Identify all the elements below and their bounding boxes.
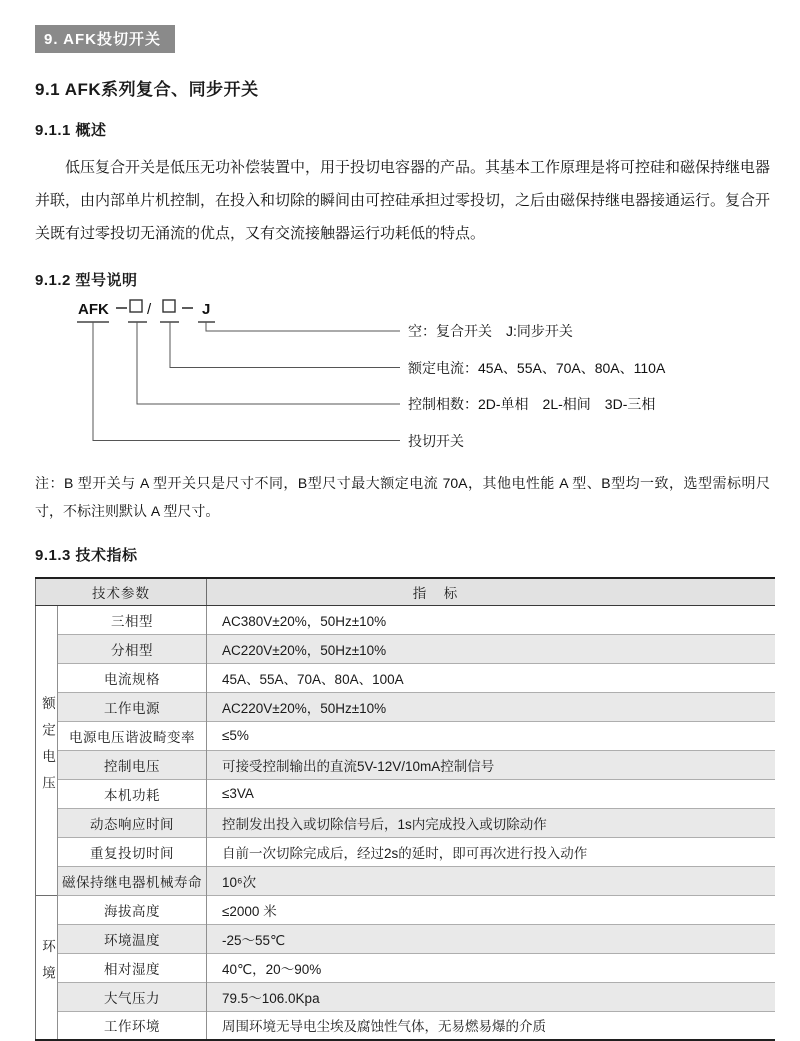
heading-series: 9.1 AFK系列复合、同步开关 xyxy=(35,80,259,99)
value-cell: AC220V±20%，50Hz±10% xyxy=(207,634,776,663)
model-diagram-lines xyxy=(35,296,770,461)
value-cell: 10⁶次 xyxy=(207,866,776,895)
table-row xyxy=(36,605,776,634)
param-cell: 大气压力 xyxy=(58,982,207,1011)
param-cell: 海拔高度 xyxy=(58,895,207,924)
table-row xyxy=(36,1011,776,1040)
heading-model: 9.1.2 型号说明 xyxy=(35,272,138,289)
table-row xyxy=(36,924,776,953)
legend-switch-type: 空：复合开关 J:同步开关 xyxy=(408,323,573,339)
model-note: 注：B 型开关与 A 型开关只是尺寸不同，B型尺寸最大额定电流 70A，其他电性能 A 型、B型均一致，选型需标明尺寸，不标注则默认 A 型尺寸。 xyxy=(35,475,770,519)
heading-overview: 9.1.1 概述 xyxy=(35,122,107,139)
spec-table xyxy=(35,577,775,1041)
header-param: 技术参数 xyxy=(36,578,207,605)
value-cell: AC380V±20%，50Hz±10% xyxy=(222,613,387,629)
table-row xyxy=(36,895,776,924)
model-box-1 xyxy=(130,300,142,312)
param-cell: 环境温度 xyxy=(58,924,207,953)
overview-paragraph: 低压复合开关是低压无功补偿装置中，用于投切电容器的产品。其基本工作原理是将可控硅和磁保持继电器并联，由内部单片机控制，在投入和切除的瞬间由可控硅承担过零投切，之后由磁保持继电器接通运行。复合开关既有过零投切无涌流的优点，又有交流接触器运行功耗低的特点。 xyxy=(35,159,771,242)
value-cell: ≤2000 米 xyxy=(207,895,776,924)
connector-suffix xyxy=(206,322,400,331)
table-row xyxy=(36,634,776,663)
header-value: 指 标 xyxy=(207,578,776,605)
param-cell: 本机功耗 xyxy=(58,779,207,808)
table-row xyxy=(36,692,776,721)
heading-specs: 9.1.3 技术指标 xyxy=(35,547,138,564)
legend-switch-name: 投切开关 xyxy=(408,432,464,449)
group-label: 环境 xyxy=(40,939,55,993)
section-banner: 9. AFK投切开关 xyxy=(35,25,175,53)
param-cell: 磁保持继电器机械寿命 xyxy=(58,866,207,895)
table-row xyxy=(36,779,776,808)
connector-prefix xyxy=(93,322,400,441)
spec-table-header-row xyxy=(36,578,776,605)
legend-control-phases: 控制相数：2D-单相 2L-相间 3D-三相 xyxy=(408,396,656,412)
value-cell: AC220V±20%，50Hz±10% xyxy=(207,692,776,721)
param-cell: 电流规格 xyxy=(58,663,207,692)
model-slash-text: / xyxy=(147,301,152,318)
param-cell: 动态响应时间 xyxy=(58,808,207,837)
connector-box1 xyxy=(137,322,400,404)
param-cell: 分相型 xyxy=(58,634,207,663)
param-cell: 控制电压 xyxy=(58,750,207,779)
table-row xyxy=(36,953,776,982)
value-cell: 自前一次切除完成后，经过2s的延时，即可再次进行投入动作 xyxy=(207,837,776,866)
value-cell: 控制发出投入或切除信号后，1s内完成投入或切除动作 xyxy=(207,808,776,837)
value-cell: 79.5～106.0Kpa xyxy=(207,982,776,1011)
model-box-2 xyxy=(163,300,175,312)
value-cell: ≤3VA xyxy=(207,779,776,808)
param-cell: 电源电压谐波畸变率 xyxy=(58,721,207,750)
param-cell: 工作电源 xyxy=(58,692,207,721)
table-row xyxy=(36,750,776,779)
value-cell: -25～55℃ xyxy=(207,924,776,953)
value-cell: ≤5% xyxy=(207,721,776,750)
table-row xyxy=(36,837,776,866)
table-row xyxy=(36,982,776,1011)
connector-box2 xyxy=(170,322,400,368)
value-cell: 40℃，20～90% xyxy=(207,953,776,982)
legend-rated-current: 额定电流：45A、55A、70A、80A、110A xyxy=(408,359,666,376)
value-cell: 周围环境无导电尘埃及腐蚀性气体，无易燃易爆的介质 xyxy=(207,1011,776,1040)
model-suffix-text: J xyxy=(202,301,211,318)
value-cell: 45A、55A、70A、80A、100A xyxy=(207,663,776,692)
param-cell: 相对湿度 xyxy=(58,953,207,982)
table-row xyxy=(36,866,776,895)
group-label: 额定电压 xyxy=(40,695,55,802)
param-cell: 三相型 xyxy=(58,605,207,634)
group-cell-environment xyxy=(36,895,58,1040)
model-number-diagram xyxy=(35,296,770,461)
model-prefix-text: AFK xyxy=(78,301,109,318)
value-cell: 可接受控制输出的直流5V-12V/10mA控制信号 xyxy=(207,750,776,779)
param-cell: 工作环境 xyxy=(58,1011,207,1040)
table-row xyxy=(36,663,776,692)
table-row xyxy=(36,721,776,750)
group-cell-rated-voltage xyxy=(36,605,58,895)
param-cell: 重复投切时间 xyxy=(58,837,207,866)
table-row xyxy=(36,808,776,837)
